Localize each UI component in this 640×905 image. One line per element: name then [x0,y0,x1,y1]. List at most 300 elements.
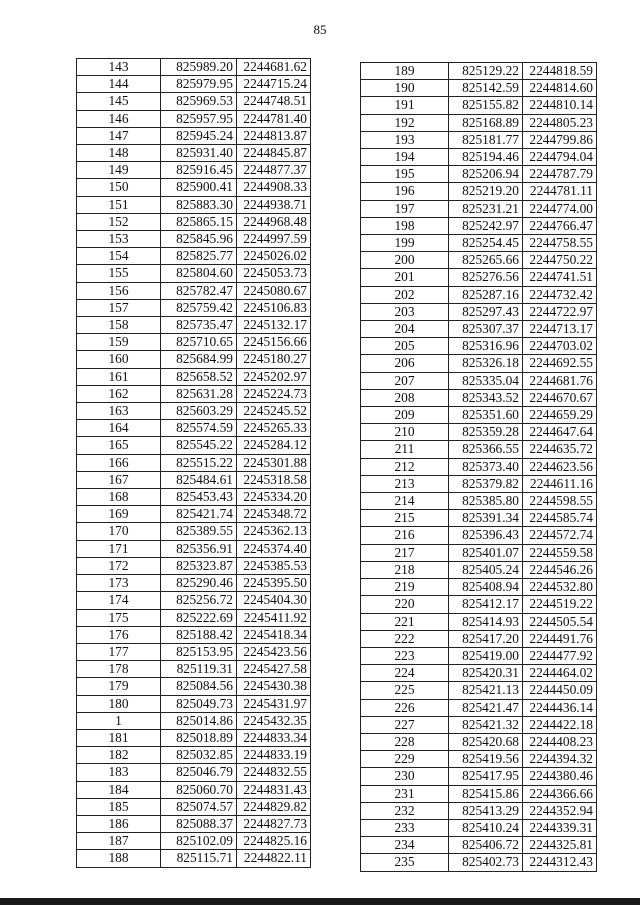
point-number-cell: 178 [77,661,161,678]
point-number-cell: 175 [77,609,161,626]
table-row [77,729,311,746]
x-coordinate-cell: 825032.85 [161,747,237,764]
y-coordinate-cell: 2245284.12 [237,437,311,454]
table-row [77,76,311,93]
x-coordinate-cell: 825256.72 [161,592,237,609]
table-row [77,385,311,402]
y-coordinate-cell: 2244818.59 [523,63,597,80]
y-coordinate-cell: 2244774.00 [523,200,597,217]
x-coordinate-cell: 825845.96 [161,231,237,248]
x-coordinate-cell: 825804.60 [161,265,237,282]
point-number-cell: 145 [77,93,161,110]
x-coordinate-cell: 825356.91 [161,540,237,557]
y-coordinate-cell: 2244833.19 [237,747,311,764]
table-row [77,678,311,695]
y-coordinate-cell: 2244845.87 [237,145,311,162]
y-coordinate-cell: 2245348.72 [237,506,311,523]
x-coordinate-cell: 825287.16 [449,286,523,303]
table-row [77,712,311,729]
table-row [77,471,311,488]
table-row [77,764,311,781]
y-coordinate-cell: 2245404.30 [237,592,311,609]
x-coordinate-cell: 825417.95 [449,768,523,785]
point-number-cell: 167 [77,471,161,488]
y-coordinate-cell: 2244831.43 [237,781,311,798]
y-coordinate-cell: 2244635.72 [523,441,597,458]
y-coordinate-cell: 2244505.54 [523,613,597,630]
y-coordinate-cell: 2244810.14 [523,97,597,114]
y-coordinate-cell: 2244670.67 [523,389,597,406]
point-number-cell: 172 [77,557,161,574]
y-coordinate-cell: 2244833.34 [237,729,311,746]
point-number-cell: 212 [361,458,449,475]
point-number-cell: 165 [77,437,161,454]
point-number-cell: 177 [77,643,161,660]
x-coordinate-cell: 825415.86 [449,785,523,802]
point-number-cell: 203 [361,303,449,320]
x-coordinate-cell: 825515.22 [161,454,237,471]
x-coordinate-cell: 825379.82 [449,475,523,492]
x-coordinate-cell: 825402.73 [449,854,523,871]
x-coordinate-cell: 825989.20 [161,59,237,76]
y-coordinate-cell: 2244352.94 [523,802,597,819]
table-row [77,59,311,76]
y-coordinate-cell: 2244748.51 [237,93,311,110]
y-coordinate-cell: 2245427.58 [237,661,311,678]
table-row [361,235,597,252]
point-number-cell: 176 [77,626,161,643]
table-row [77,850,311,867]
point-number-cell: 186 [77,815,161,832]
point-number-cell: 150 [77,179,161,196]
y-coordinate-cell: 2244611.16 [523,475,597,492]
x-coordinate-cell: 825574.59 [161,420,237,437]
y-coordinate-cell: 2244380.46 [523,768,597,785]
y-coordinate-cell: 2244623.56 [523,458,597,475]
x-coordinate-cell: 825420.68 [449,733,523,750]
table-row [361,114,597,131]
table-row [361,682,597,699]
x-coordinate-cell: 825323.87 [161,557,237,574]
x-coordinate-cell: 825188.42 [161,626,237,643]
table-row [77,592,311,609]
table-row [361,303,597,320]
x-coordinate-cell: 825417.20 [449,630,523,647]
y-coordinate-cell: 2244832.55 [237,764,311,781]
y-coordinate-cell: 2244491.76 [523,630,597,647]
table-row [361,596,597,613]
x-coordinate-cell: 825421.47 [449,699,523,716]
y-coordinate-cell: 2245265.33 [237,420,311,437]
table-row [77,351,311,368]
table-row [77,368,311,385]
point-number-cell: 190 [361,80,449,97]
x-coordinate-cell: 825351.60 [449,407,523,424]
x-coordinate-cell: 825153.95 [161,643,237,660]
y-coordinate-cell: 2244450.09 [523,682,597,699]
point-number-cell: 163 [77,403,161,420]
point-number-cell: 144 [77,76,161,93]
table-row [361,802,597,819]
y-coordinate-cell: 2244968.48 [237,213,311,230]
point-number-cell: 168 [77,489,161,506]
table-row [77,282,311,299]
table-row [77,695,311,712]
y-coordinate-cell: 2244681.76 [523,372,597,389]
point-number-cell: 192 [361,114,449,131]
x-coordinate-cell: 825194.46 [449,149,523,166]
table-row [361,166,597,183]
y-coordinate-cell: 2244325.81 [523,837,597,854]
table-row [361,819,597,836]
table-row [361,579,597,596]
y-coordinate-cell: 2245301.88 [237,454,311,471]
point-number-cell: 220 [361,596,449,613]
x-coordinate-cell: 825421.32 [449,716,523,733]
point-number-cell: 184 [77,781,161,798]
point-number-cell: 232 [361,802,449,819]
y-coordinate-cell: 2244519.22 [523,596,597,613]
table-row [361,338,597,355]
y-coordinate-cell: 2245432.35 [237,712,311,729]
x-coordinate-cell: 825084.56 [161,678,237,695]
point-number-cell: 166 [77,454,161,471]
point-number-cell: 231 [361,785,449,802]
table-row [361,630,597,647]
x-coordinate-cell: 825242.97 [449,217,523,234]
coordinate-table-right [360,62,597,872]
x-coordinate-cell: 825883.30 [161,196,237,213]
x-coordinate-cell: 825412.17 [449,596,523,613]
point-number-cell: 194 [361,149,449,166]
x-coordinate-cell: 825074.57 [161,798,237,815]
x-coordinate-cell: 825088.37 [161,815,237,832]
point-number-cell: 146 [77,110,161,127]
point-number-cell: 158 [77,317,161,334]
table-row [361,389,597,406]
x-coordinate-cell: 825420.31 [449,665,523,682]
table-row [77,557,311,574]
x-coordinate-cell: 825391.34 [449,510,523,527]
x-coordinate-cell: 825865.15 [161,213,237,230]
point-number-cell: 228 [361,733,449,750]
x-coordinate-cell: 825979.95 [161,76,237,93]
x-coordinate-cell: 825014.86 [161,712,237,729]
table-row [77,420,311,437]
x-coordinate-cell: 825759.42 [161,299,237,316]
table-row [77,299,311,316]
table-row [77,403,311,420]
table-row [361,716,597,733]
x-coordinate-cell: 825155.82 [449,97,523,114]
y-coordinate-cell: 2245418.34 [237,626,311,643]
table-row [361,768,597,785]
x-coordinate-cell: 825046.79 [161,764,237,781]
point-number-cell: 155 [77,265,161,282]
point-number-cell: 195 [361,166,449,183]
y-coordinate-cell: 2245132.17 [237,317,311,334]
table-row [361,200,597,217]
x-coordinate-cell: 825405.24 [449,561,523,578]
y-coordinate-cell: 2245318.58 [237,471,311,488]
y-coordinate-cell: 2244312.43 [523,854,597,871]
table-row [361,699,597,716]
x-coordinate-cell: 825343.52 [449,389,523,406]
table-row [77,506,311,523]
table-row [361,217,597,234]
y-coordinate-cell: 2244938.71 [237,196,311,213]
table-row [77,643,311,660]
point-number-cell: 234 [361,837,449,854]
table-row [361,493,597,510]
x-coordinate-cell: 825658.52 [161,368,237,385]
table-row [361,424,597,441]
point-number-cell: 219 [361,579,449,596]
table-row [361,733,597,750]
x-coordinate-cell: 825453.43 [161,489,237,506]
y-coordinate-cell: 2244827.73 [237,815,311,832]
y-coordinate-cell: 2244532.80 [523,579,597,596]
table-row [361,407,597,424]
page-number: 85 [313,22,327,37]
x-coordinate-cell: 825276.56 [449,269,523,286]
y-coordinate-cell: 2245180.27 [237,351,311,368]
table-row [77,231,311,248]
footer-rule [0,898,640,905]
x-coordinate-cell: 825102.09 [161,833,237,850]
point-number-cell: 209 [361,407,449,424]
point-number-cell: 182 [77,747,161,764]
y-coordinate-cell: 2244877.37 [237,162,311,179]
point-number-cell: 159 [77,334,161,351]
table-row [77,265,311,282]
table-row [77,575,311,592]
x-coordinate-cell: 825825.77 [161,248,237,265]
x-coordinate-cell: 825326.18 [449,355,523,372]
point-number-cell: 230 [361,768,449,785]
table-row [361,355,597,372]
x-coordinate-cell: 825373.40 [449,458,523,475]
x-coordinate-cell: 825900.41 [161,179,237,196]
x-coordinate-cell: 825297.43 [449,303,523,320]
y-coordinate-cell: 2244339.31 [523,819,597,836]
y-coordinate-cell: 2245202.97 [237,368,311,385]
y-coordinate-cell: 2244750.22 [523,252,597,269]
x-coordinate-cell: 825408.94 [449,579,523,596]
y-coordinate-cell: 2245224.73 [237,385,311,402]
x-coordinate-cell: 825969.53 [161,93,237,110]
x-coordinate-cell: 825222.69 [161,609,237,626]
point-number-cell: 226 [361,699,449,716]
point-number-cell: 207 [361,372,449,389]
x-coordinate-cell: 825181.77 [449,131,523,148]
point-number-cell: 233 [361,819,449,836]
table-row [361,458,597,475]
point-number-cell: 148 [77,145,161,162]
table-row [77,798,311,815]
y-coordinate-cell: 2244436.14 [523,699,597,716]
x-coordinate-cell: 825396.43 [449,527,523,544]
point-number-cell: 1 [77,712,161,729]
table-row [361,751,597,768]
table-row [77,833,311,850]
table-row [77,747,311,764]
y-coordinate-cell: 2245026.02 [237,248,311,265]
y-coordinate-cell: 2244799.86 [523,131,597,148]
table-row [77,179,311,196]
point-number-cell: 210 [361,424,449,441]
y-coordinate-cell: 2244408.23 [523,733,597,750]
y-coordinate-cell: 2244814.60 [523,80,597,97]
table-row [361,97,597,114]
x-coordinate-cell: 825735.47 [161,317,237,334]
x-coordinate-cell: 825545.22 [161,437,237,454]
y-coordinate-cell: 2244732.42 [523,286,597,303]
point-number-cell: 198 [361,217,449,234]
point-number-cell: 225 [361,682,449,699]
x-coordinate-cell: 825385.80 [449,493,523,510]
y-coordinate-cell: 2244908.33 [237,179,311,196]
y-coordinate-cell: 2244703.02 [523,338,597,355]
x-coordinate-cell: 825119.31 [161,661,237,678]
table-row [77,334,311,351]
x-coordinate-cell: 825316.96 [449,338,523,355]
x-coordinate-cell: 825049.73 [161,695,237,712]
point-number-cell: 211 [361,441,449,458]
x-coordinate-cell: 825265.66 [449,252,523,269]
y-coordinate-cell: 2244715.24 [237,76,311,93]
x-coordinate-cell: 825484.61 [161,471,237,488]
y-coordinate-cell: 2244997.59 [237,231,311,248]
x-coordinate-cell: 825957.95 [161,110,237,127]
y-coordinate-cell: 2245411.92 [237,609,311,626]
table-row [361,665,597,682]
table-row [77,248,311,265]
x-coordinate-cell: 825710.65 [161,334,237,351]
x-coordinate-cell: 825168.89 [449,114,523,131]
x-coordinate-cell: 825684.99 [161,351,237,368]
x-coordinate-cell: 825406.72 [449,837,523,854]
y-coordinate-cell: 2244781.11 [523,183,597,200]
y-coordinate-cell: 2244477.92 [523,647,597,664]
point-number-cell: 171 [77,540,161,557]
y-coordinate-cell: 2245374.40 [237,540,311,557]
y-coordinate-cell: 2245423.56 [237,643,311,660]
x-coordinate-cell: 825219.20 [449,183,523,200]
table-row [361,647,597,664]
point-number-cell: 189 [361,63,449,80]
x-coordinate-cell: 825254.45 [449,235,523,252]
y-coordinate-cell: 2244766.47 [523,217,597,234]
y-coordinate-cell: 2244464.02 [523,665,597,682]
y-coordinate-cell: 2244822.11 [237,850,311,867]
point-number-cell: 156 [77,282,161,299]
point-number-cell: 180 [77,695,161,712]
point-number-cell: 216 [361,527,449,544]
point-number-cell: 183 [77,764,161,781]
y-coordinate-cell: 2244758.55 [523,235,597,252]
y-coordinate-cell: 2244394.32 [523,751,597,768]
table-row [77,815,311,832]
table-row [77,93,311,110]
table-row [77,540,311,557]
table-row [77,523,311,540]
point-number-cell: 157 [77,299,161,316]
table-row [361,837,597,854]
table-row [361,441,597,458]
x-coordinate-cell: 825115.71 [161,850,237,867]
point-number-cell: 161 [77,368,161,385]
point-number-cell: 206 [361,355,449,372]
y-coordinate-cell: 2245245.52 [237,403,311,420]
point-number-cell: 174 [77,592,161,609]
y-coordinate-cell: 2244598.55 [523,493,597,510]
x-coordinate-cell: 825413.29 [449,802,523,819]
point-number-cell: 169 [77,506,161,523]
point-number-cell: 199 [361,235,449,252]
y-coordinate-cell: 2245053.73 [237,265,311,282]
table-row [361,286,597,303]
coordinate-table-right-body [361,63,597,872]
y-coordinate-cell: 2244722.97 [523,303,597,320]
point-number-cell: 229 [361,751,449,768]
x-coordinate-cell: 825916.45 [161,162,237,179]
point-number-cell: 143 [77,59,161,76]
point-number-cell: 235 [361,854,449,871]
x-coordinate-cell: 825060.70 [161,781,237,798]
y-coordinate-cell: 2244647.64 [523,424,597,441]
x-coordinate-cell: 825389.55 [161,523,237,540]
x-coordinate-cell: 825410.24 [449,819,523,836]
point-number-cell: 162 [77,385,161,402]
y-coordinate-cell: 2244781.40 [237,110,311,127]
x-coordinate-cell: 825421.13 [449,682,523,699]
point-number-cell: 202 [361,286,449,303]
coordinate-table-left-body [77,59,311,868]
point-number-cell: 147 [77,127,161,144]
table-row [361,80,597,97]
point-number-cell: 164 [77,420,161,437]
x-coordinate-cell: 825631.28 [161,385,237,402]
y-coordinate-cell: 2244787.79 [523,166,597,183]
point-number-cell: 181 [77,729,161,746]
table-row [361,561,597,578]
y-coordinate-cell: 2245431.97 [237,695,311,712]
point-number-cell: 218 [361,561,449,578]
x-coordinate-cell: 825401.07 [449,544,523,561]
point-number-cell: 205 [361,338,449,355]
table-row [77,609,311,626]
y-coordinate-cell: 2245080.67 [237,282,311,299]
point-number-cell: 152 [77,213,161,230]
x-coordinate-cell: 825782.47 [161,282,237,299]
point-number-cell: 170 [77,523,161,540]
x-coordinate-cell: 825945.24 [161,127,237,144]
x-coordinate-cell: 825414.93 [449,613,523,630]
x-coordinate-cell: 825419.00 [449,647,523,664]
y-coordinate-cell: 2245106.83 [237,299,311,316]
point-number-cell: 188 [77,850,161,867]
y-coordinate-cell: 2244585.74 [523,510,597,527]
y-coordinate-cell: 2244546.26 [523,561,597,578]
table-row [361,131,597,148]
x-coordinate-cell: 825290.46 [161,575,237,592]
x-coordinate-cell: 825231.21 [449,200,523,217]
y-coordinate-cell: 2244572.74 [523,527,597,544]
point-number-cell: 154 [77,248,161,265]
y-coordinate-cell: 2245334.20 [237,489,311,506]
y-coordinate-cell: 2244805.23 [523,114,597,131]
